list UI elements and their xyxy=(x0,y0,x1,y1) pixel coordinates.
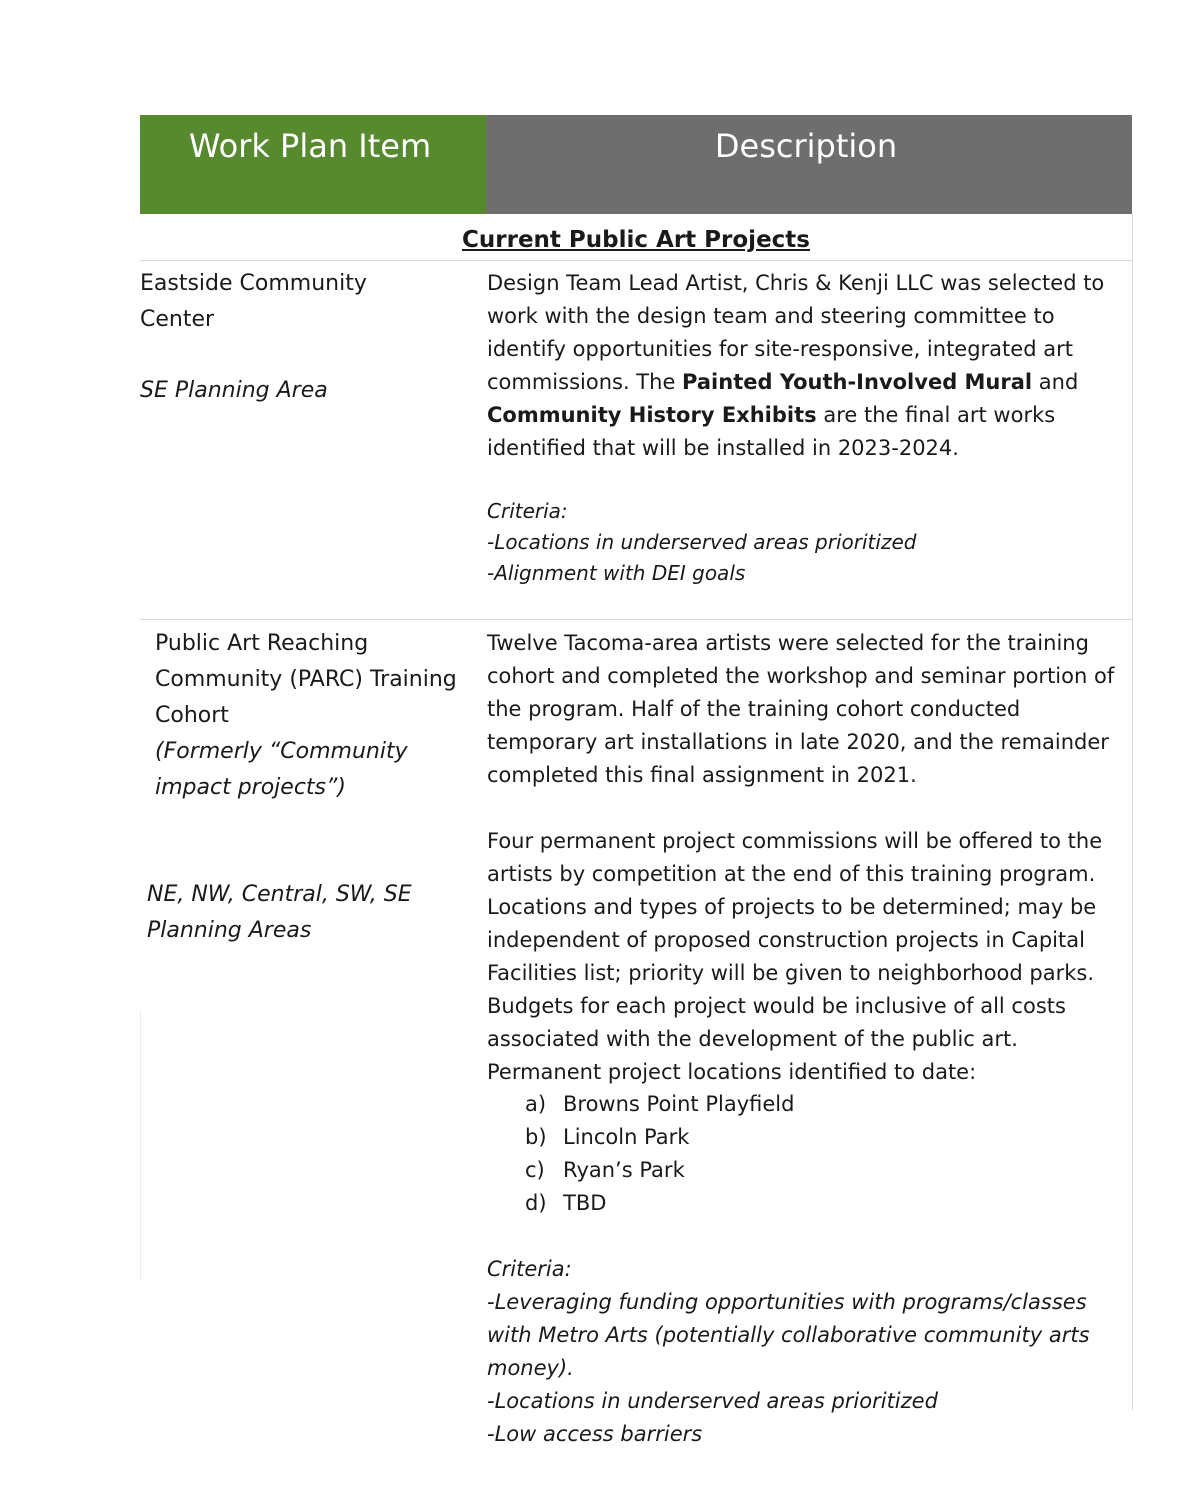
location-list xyxy=(487,1088,1125,1220)
list-letter: a) xyxy=(525,1092,547,1116)
list-item xyxy=(525,1187,1125,1220)
list-item xyxy=(525,1154,1125,1187)
table-border-right xyxy=(1132,214,1133,1410)
description-parc-p2: Four permanent project commissions will be offered to the artists by competition at the end of this training program. Locations and types of projects to be determined; may be independent of proposed construction projects in Capital Facilities list; priority will be given to neighborhood parks. Budgets for each project would be inclusive of all costs associated with the development of the public art. Permanent project locations identified to date: xyxy=(487,829,1103,1084)
description-eastside xyxy=(487,267,1127,465)
criteria-parc xyxy=(487,1253,1132,1451)
location-name: Lincoln Park xyxy=(563,1125,690,1149)
list-item xyxy=(525,1088,1125,1121)
item-name-line2: Center xyxy=(140,307,215,332)
header-label-description: Description xyxy=(714,127,898,165)
row-divider xyxy=(140,619,1132,620)
criteria-item: -Leveraging funding opportunities with programs/classes with Metro Arts (potentially collaborative community arts money). xyxy=(487,1290,1090,1380)
list-letter: c) xyxy=(525,1158,545,1182)
table-border-left xyxy=(140,1010,141,1280)
desc-text: Design Team Lead Artist, Chris & Kenji LLC was selected to work with the design team and steering committee to identify opportunities for site-responsive, integrated art commissions. The xyxy=(487,271,1105,394)
desc-text: and xyxy=(1032,370,1079,394)
item-name: Public Art Reaching Community (PARC) Training Cohort xyxy=(155,631,457,728)
desc-bold-exhibits: Community History Exhibits xyxy=(487,403,817,427)
header-label-work-plan-item: Work Plan Item xyxy=(188,127,432,165)
section-title: Current Public Art Projects xyxy=(462,227,810,253)
criteria-item: -Alignment with DEI goals xyxy=(487,561,746,585)
planning-area-parc: NE, NW, Central, SW, SE Planning Areas xyxy=(147,882,412,943)
desc-bold-mural: Painted Youth-Involved Mural xyxy=(682,370,1033,394)
desc-text: are the final art works identified that will be installed in 2023-2024. xyxy=(487,403,1056,460)
description-parc-p1: Twelve Tacoma-area artists were selected for the training cohort and completed the workshop and seminar portion of the program. Half of the training cohort conducted temporary art installations in late 2020, and the remainder completed this final assignment in 2021. xyxy=(487,631,1115,787)
list-item xyxy=(525,1121,1125,1154)
location-name: Browns Point Playfield xyxy=(563,1092,795,1116)
work-plan-item-parc xyxy=(155,626,467,806)
location-name: TBD xyxy=(563,1191,607,1215)
list-letter: d) xyxy=(525,1191,547,1215)
item-formerly: (Formerly “Community impact projects”) xyxy=(155,739,408,800)
work-plan-item-eastside xyxy=(140,266,460,338)
criteria-label: Criteria: xyxy=(487,499,568,523)
criteria-item: -Low access barriers xyxy=(487,1422,703,1446)
section-divider xyxy=(140,260,1132,261)
criteria-item: -Locations in underserved areas prioritized xyxy=(487,530,917,554)
location-name: Ryan’s Park xyxy=(563,1158,685,1182)
list-letter: b) xyxy=(525,1125,547,1149)
item-name-line1: Eastside Community xyxy=(140,271,367,296)
criteria-label: Criteria: xyxy=(487,1257,572,1281)
planning-area-eastside: SE Planning Area xyxy=(140,378,328,403)
criteria-eastside xyxy=(487,496,1127,589)
criteria-item: -Locations in underserved areas prioritized xyxy=(487,1389,938,1413)
